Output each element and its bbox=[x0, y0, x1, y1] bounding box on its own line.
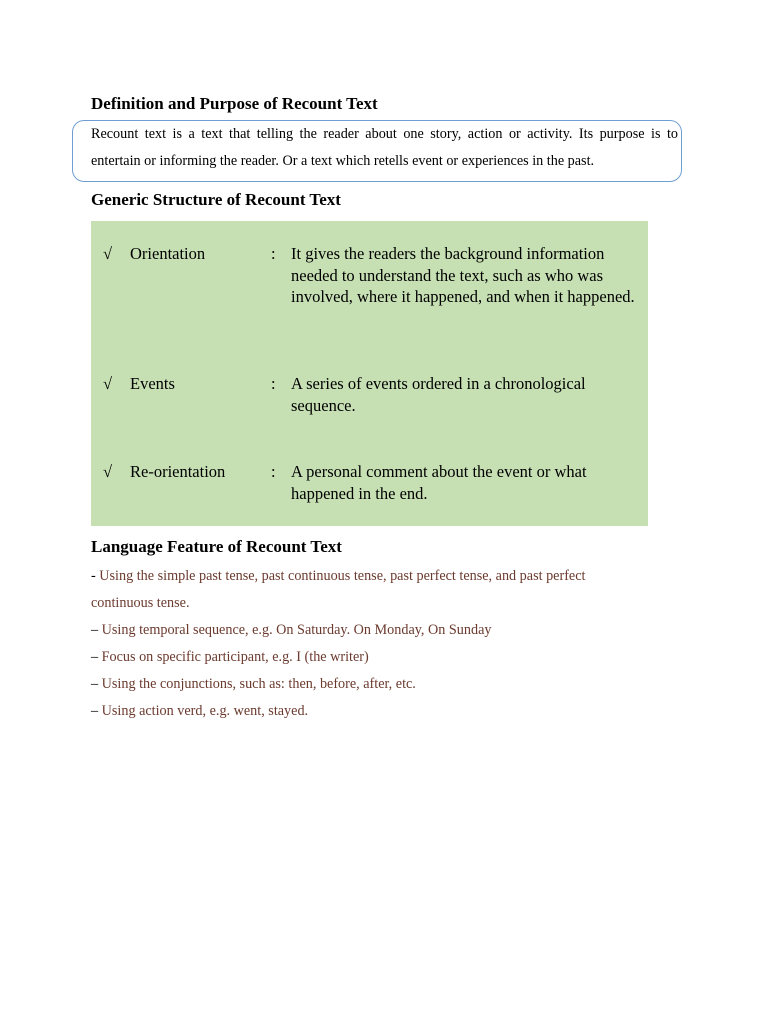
definition-text: Recount text is a text that telling the reader about one story, action or activity. Its purpose is to entertain or informing the reader. Or a text which retells event or experiences in the past. bbox=[91, 126, 678, 169]
list-item-text: Focus on specific participant, e.g. I (the writer) bbox=[101, 649, 369, 665]
list-item bbox=[91, 671, 651, 698]
structure-heading: Generic Structure of Recount Text bbox=[91, 190, 341, 209]
language-heading: Language Feature of Recount Text bbox=[91, 537, 342, 556]
list-item bbox=[91, 644, 651, 671]
definition-heading: Definition and Purpose of Recount Text bbox=[91, 94, 378, 113]
structure-description: A personal comment about the event or what happened in the end. bbox=[291, 462, 587, 503]
structure-description: A series of events ordered in a chronological sequence. bbox=[291, 374, 586, 415]
structure-separator: : bbox=[271, 244, 276, 263]
list-bullet: – bbox=[91, 703, 102, 719]
list-bullet: - bbox=[91, 568, 100, 584]
structure-separator: : bbox=[271, 374, 276, 393]
list-item-text: Using action verd, e.g. went, stayed. bbox=[101, 703, 309, 719]
structure-term: Re-orientation bbox=[130, 462, 226, 481]
list-item bbox=[91, 617, 651, 644]
structure-box bbox=[91, 221, 648, 526]
language-feature-list bbox=[91, 563, 651, 725]
structure-description: It gives the readers the background information needed to understand the text, such as who was involved, where it happened, and when it happened. bbox=[291, 244, 635, 306]
list-bullet: – bbox=[91, 676, 102, 692]
check-icon: √ bbox=[103, 462, 113, 481]
list-item-text: Using temporal sequence, e.g. On Saturday. On Monday, On Sunday bbox=[101, 622, 492, 638]
list-bullet: – bbox=[91, 622, 102, 638]
structure-separator: : bbox=[271, 462, 276, 481]
check-icon: √ bbox=[103, 244, 113, 263]
list-item-text: Using the conjunctions, such as: then, before, after, etc. bbox=[101, 676, 416, 692]
check-icon: √ bbox=[103, 374, 113, 393]
list-item-text: Using the simple past tense, past continuous tense, past perfect tense, and past perfect continuous tense. bbox=[91, 568, 586, 611]
list-item bbox=[91, 698, 651, 725]
list-item bbox=[91, 563, 651, 617]
list-bullet: – bbox=[91, 649, 102, 665]
structure-term: Events bbox=[130, 374, 175, 393]
structure-term: Orientation bbox=[130, 244, 206, 263]
